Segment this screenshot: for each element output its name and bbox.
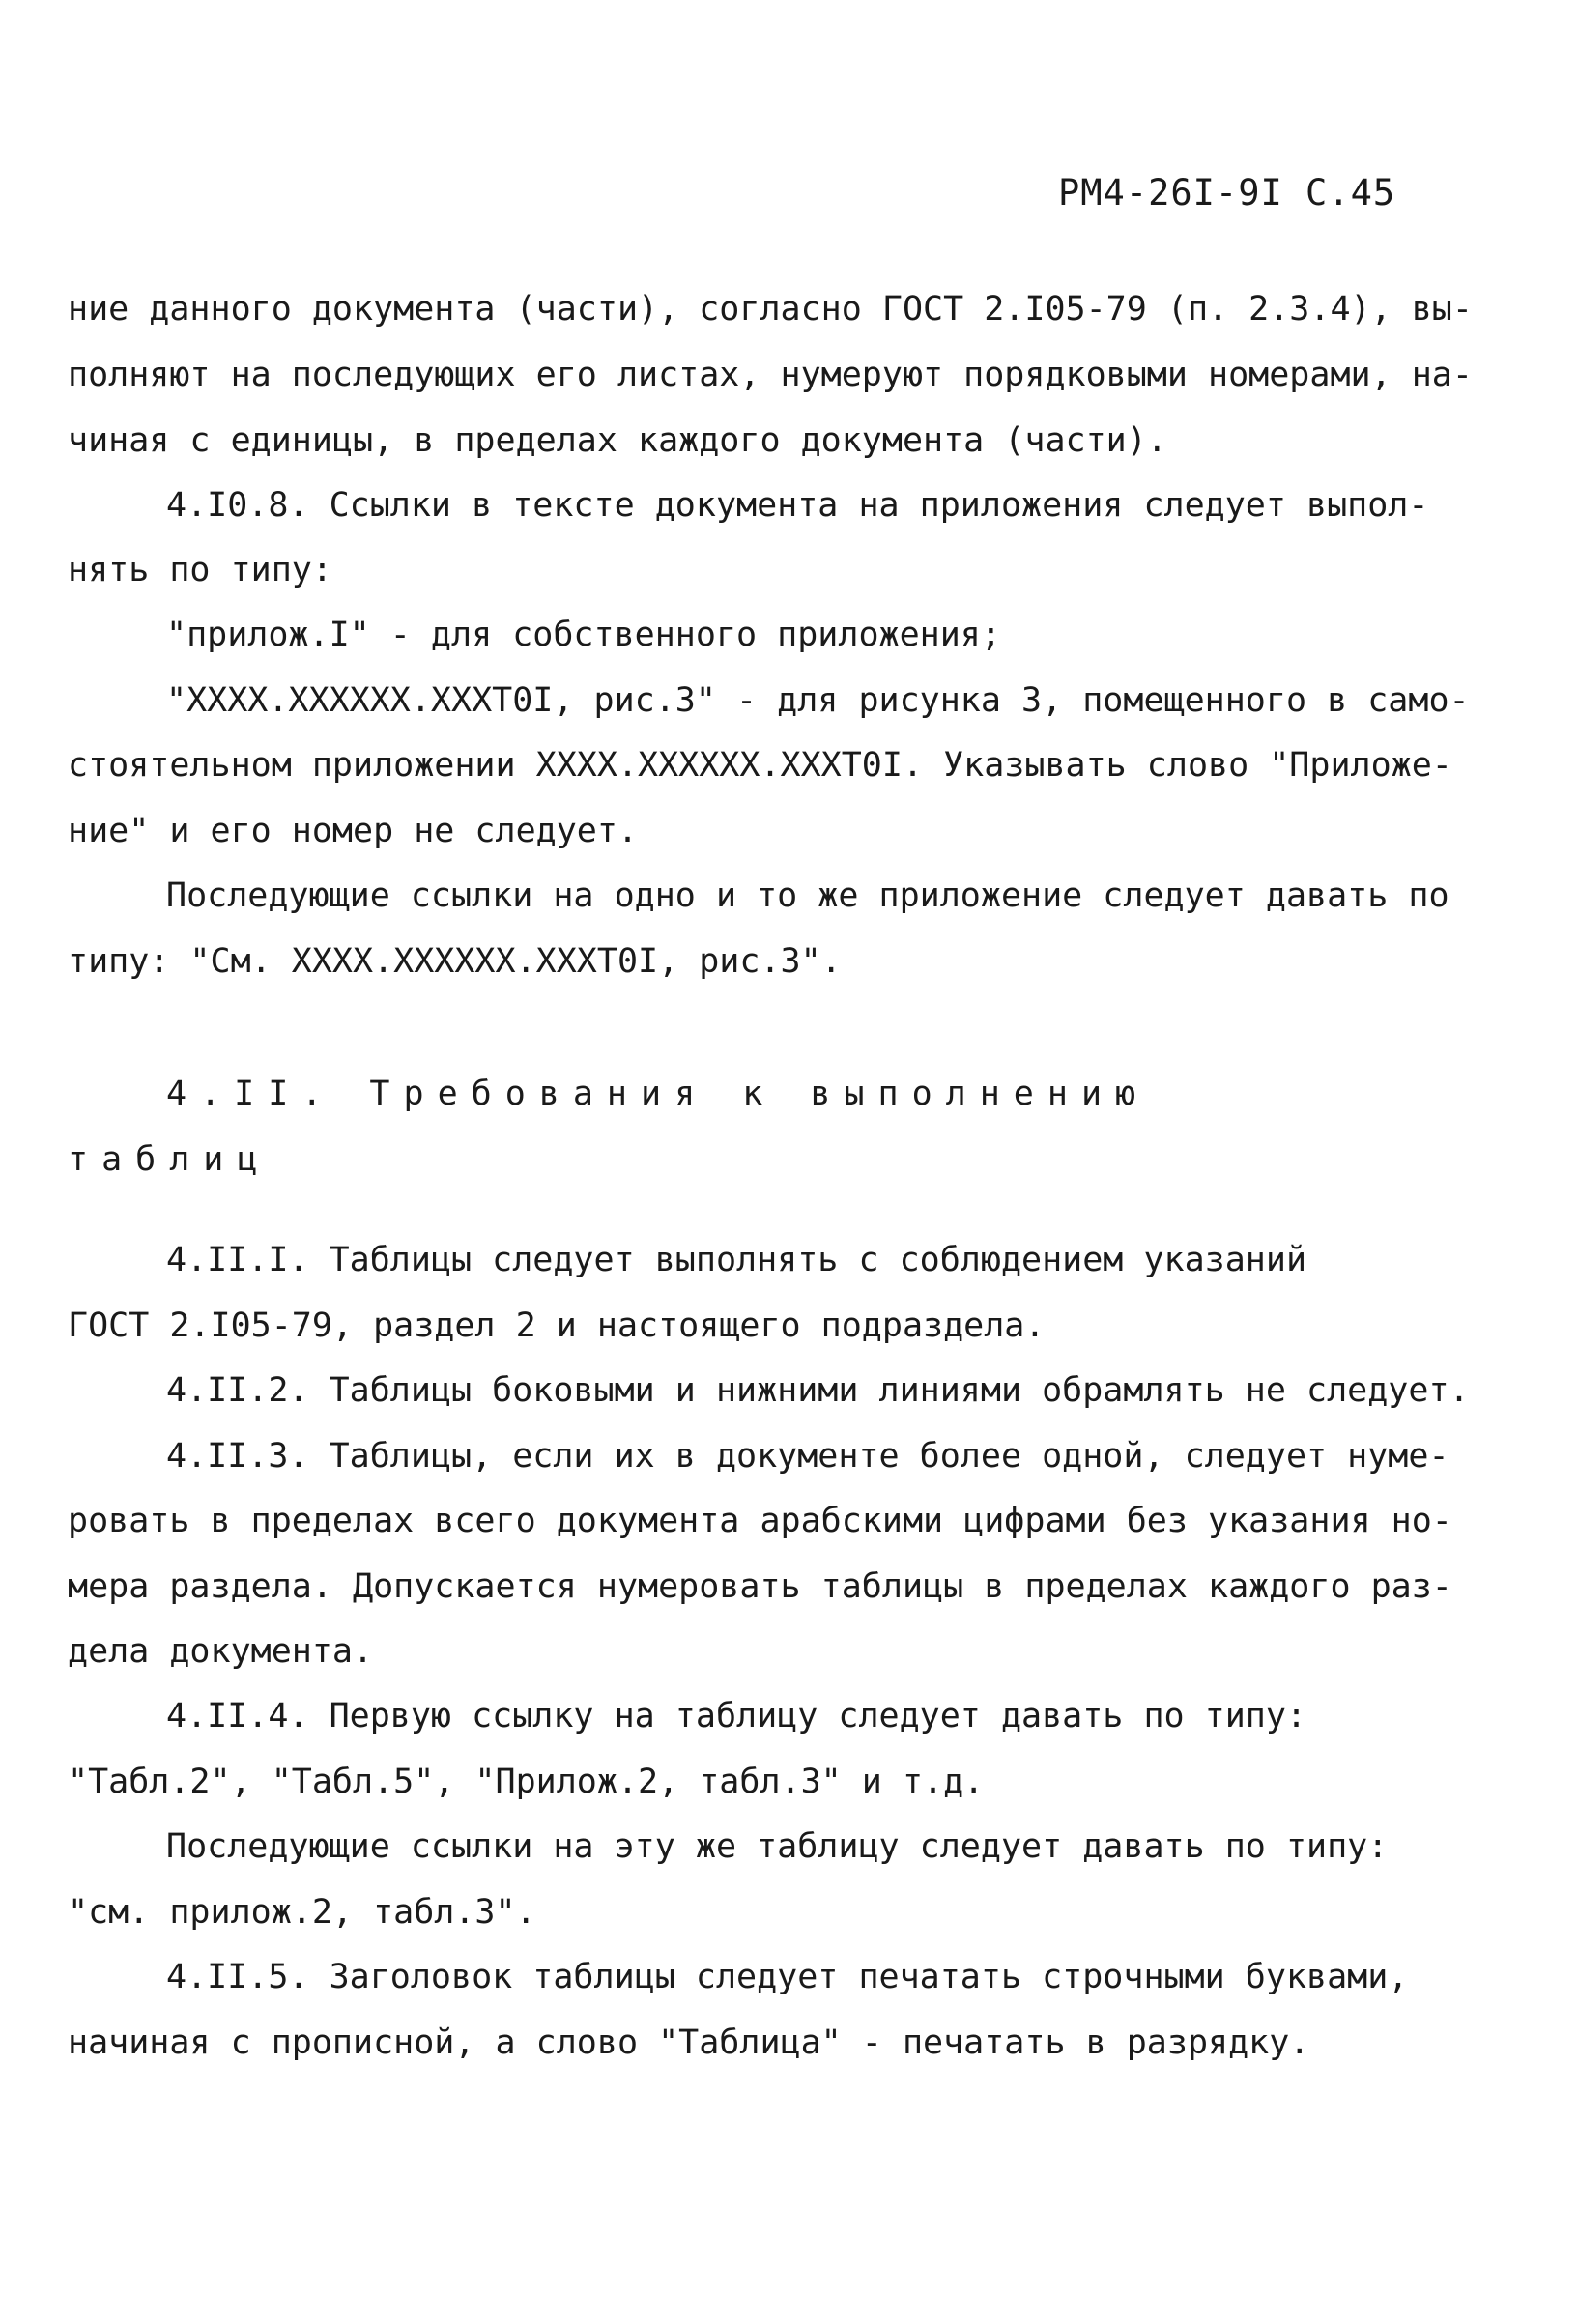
text-line: полняют на последующих его листах, нумеруют порядковыми номерами, на- [68, 356, 1473, 394]
text-line: 4.II.I. Таблицы следует выполнять с соблюдением указаний [166, 1241, 1307, 1279]
text-line: типу: "См. XXXX.XXXXXX.XXXT0I, рис.3". [68, 942, 842, 981]
text-line: начиная с прописной, а слово "Таблица" - печатать в разрядку. [68, 2023, 1310, 2062]
text-line: дела документа. [68, 1632, 374, 1671]
text-line: стоятельном приложении XXXX.XXXXXX.XXXT0I. Указывать слово "Приложе- [68, 746, 1452, 785]
text-line: "см. прилож.2, табл.3". [68, 1893, 536, 1932]
text-line: мера раздела. Допускается нумеровать таблицы в пределах каждого раз- [68, 1567, 1452, 1606]
text-line: нять по типу: [68, 551, 332, 589]
text-line: Последующие ссылки на эту же таблицу следует давать по типу: [166, 1827, 1389, 1866]
text-line: 4.II.5. Заголовок таблицы следует печатать строчными буквами, [166, 1958, 1409, 1996]
text-line: "прилож.I" - для собственного приложения; [166, 616, 1001, 654]
section-heading: 4.II. Требования к выполнению [166, 1075, 1150, 1113]
text-line: 4.II.2. Таблицы боковыми и нижними линиями обрамлять не следует. [166, 1371, 1470, 1410]
text-line: 4.I0.8. Ссылки в тексте документа на приложения следует выпол- [166, 486, 1429, 525]
page-header: РМ4-26I-9I С.45 [1058, 172, 1396, 214]
text-line: "Табл.2", "Табл.5", "Прилож.2, табл.3" и т.д. [68, 1763, 985, 1801]
text-line: 4.II.3. Таблицы, если их в документе более одной, следует нуме- [166, 1437, 1449, 1476]
text-line: Последующие ссылки на одно и то же приложение следует давать по [166, 876, 1449, 915]
text-line: 4.II.4. Первую ссылку на таблицу следует давать по типу: [166, 1697, 1307, 1736]
text-line: ние" и его номер не следует. [68, 812, 639, 850]
section-heading-cont: таблиц [68, 1140, 272, 1179]
text-line: чиная с единицы, в пределах каждого документа (части). [68, 421, 1167, 460]
text-line: ровать в пределах всего документа арабскими цифрами без указания но- [68, 1502, 1452, 1540]
text-line: "XXXX.XXXXXX.XXXT0I, рис.3" - для рисунка 3, помещенного в само- [166, 681, 1470, 720]
text-line: ГОСТ 2.I05-79, раздел 2 и настоящего подраздела. [68, 1306, 1046, 1345]
text-line: ние данного документа (части), согласно ГОСТ 2.I05-79 (п. 2.3.4), вы- [68, 290, 1473, 329]
